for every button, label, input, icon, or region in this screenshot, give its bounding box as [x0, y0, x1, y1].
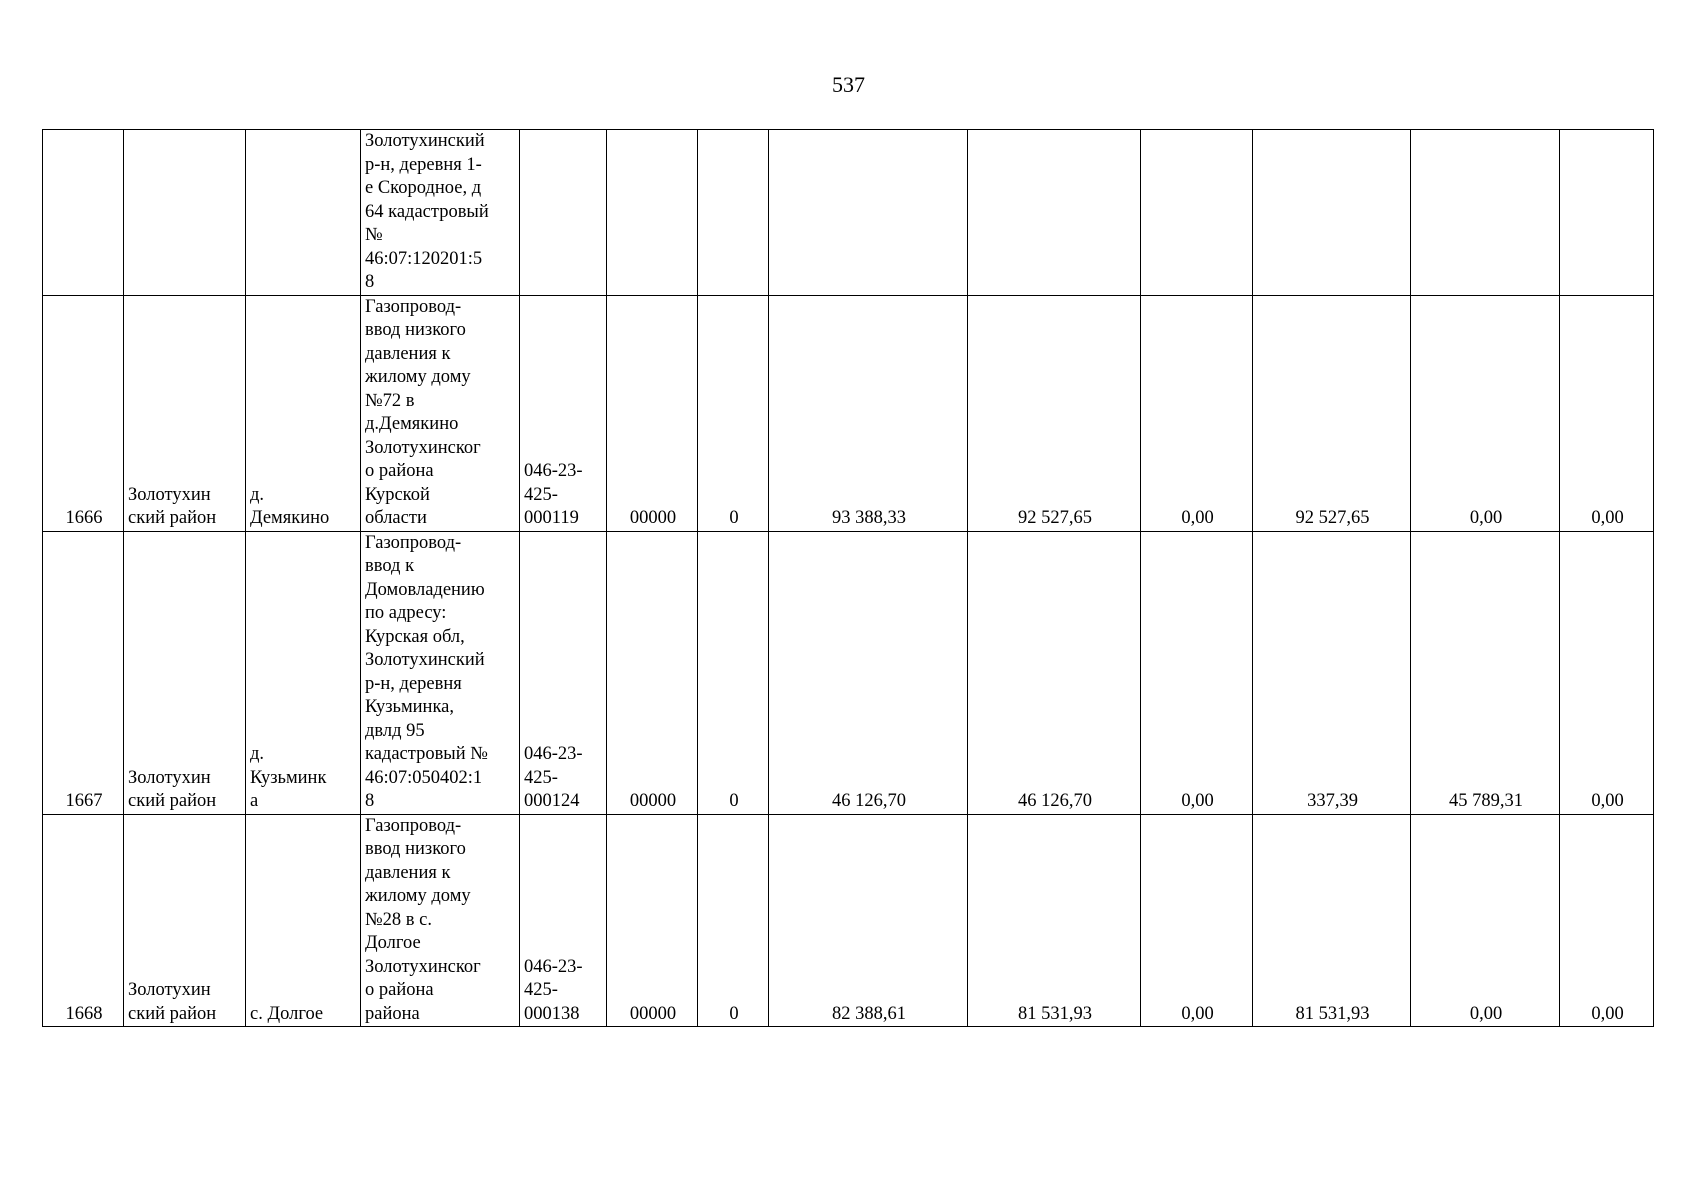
table-row	[43, 531, 1654, 814]
value-cell-3: 0,00	[1141, 531, 1253, 814]
district-cell: Золотухин ский район	[124, 531, 246, 814]
value-cell-5	[1411, 130, 1560, 296]
code-cell	[607, 130, 698, 296]
registration-number-cell: 046-23- 425- 000138	[520, 814, 607, 1027]
value-cell-1	[769, 130, 968, 296]
row-number-cell: 1666	[43, 295, 124, 531]
value-cell-3: 0,00	[1141, 295, 1253, 531]
value-cell-3	[1141, 130, 1253, 296]
registration-number-cell: 046-23- 425- 000124	[520, 531, 607, 814]
value-cell-5: 0,00	[1411, 295, 1560, 531]
value-cell-6: 0,00	[1560, 531, 1654, 814]
zero-cell: 0	[698, 814, 769, 1027]
locality-cell	[246, 130, 361, 296]
row-number-cell: 1668	[43, 814, 124, 1027]
value-cell-2: 92 527,65	[968, 295, 1141, 531]
asset-register-table	[42, 129, 1654, 1027]
district-cell	[124, 130, 246, 296]
locality-cell: д. Демякино	[246, 295, 361, 531]
value-cell-1: 93 388,33	[769, 295, 968, 531]
registration-number-cell: 046-23- 425- 000119	[520, 295, 607, 531]
value-cell-4: 337,39	[1253, 531, 1411, 814]
value-cell-4: 81 531,93	[1253, 814, 1411, 1027]
object-name-cell: Золотухинский р-н, деревня 1- е Скородное, д 64 кадастровый № 46:07:120201:5 8	[361, 130, 520, 296]
value-cell-6: 0,00	[1560, 814, 1654, 1027]
zero-cell	[698, 130, 769, 296]
value-cell-3: 0,00	[1141, 814, 1253, 1027]
registration-number-cell	[520, 130, 607, 296]
value-cell-4: 92 527,65	[1253, 295, 1411, 531]
value-cell-6: 0,00	[1560, 295, 1654, 531]
district-cell: Золотухин ский район	[124, 295, 246, 531]
value-cell-1: 46 126,70	[769, 531, 968, 814]
district-cell: Золотухин ский район	[124, 814, 246, 1027]
locality-cell: с. Долгое	[246, 814, 361, 1027]
row-number-cell	[43, 130, 124, 296]
zero-cell: 0	[698, 295, 769, 531]
code-cell: 00000	[607, 531, 698, 814]
value-cell-5: 45 789,31	[1411, 531, 1560, 814]
row-number-cell: 1667	[43, 531, 124, 814]
value-cell-1: 82 388,61	[769, 814, 968, 1027]
code-cell: 00000	[607, 814, 698, 1027]
object-name-cell: Газопровод- ввод низкого давления к жилому дому №72 в д.Демякино Золотухинског о района Курской области	[361, 295, 520, 531]
value-cell-5: 0,00	[1411, 814, 1560, 1027]
code-cell: 00000	[607, 295, 698, 531]
zero-cell: 0	[698, 531, 769, 814]
locality-cell: д. Кузьминк а	[246, 531, 361, 814]
table-row	[43, 295, 1654, 531]
value-cell-2: 81 531,93	[968, 814, 1141, 1027]
page-number: 537	[832, 72, 865, 97]
value-cell-6	[1560, 130, 1654, 296]
value-cell-4	[1253, 130, 1411, 296]
value-cell-2	[968, 130, 1141, 296]
table-row	[43, 814, 1654, 1027]
object-name-cell: Газопровод- ввод низкого давления к жилому дому №28 в с. Долгое Золотухинског о района района	[361, 814, 520, 1027]
object-name-cell: Газопровод- ввод к Домовладению по адресу: Курская обл, Золотухинский р-н, деревня Кузьминка, двлд 95 кадастровый № 46:07:050402:1 8	[361, 531, 520, 814]
value-cell-2: 46 126,70	[968, 531, 1141, 814]
table-row	[43, 130, 1654, 296]
